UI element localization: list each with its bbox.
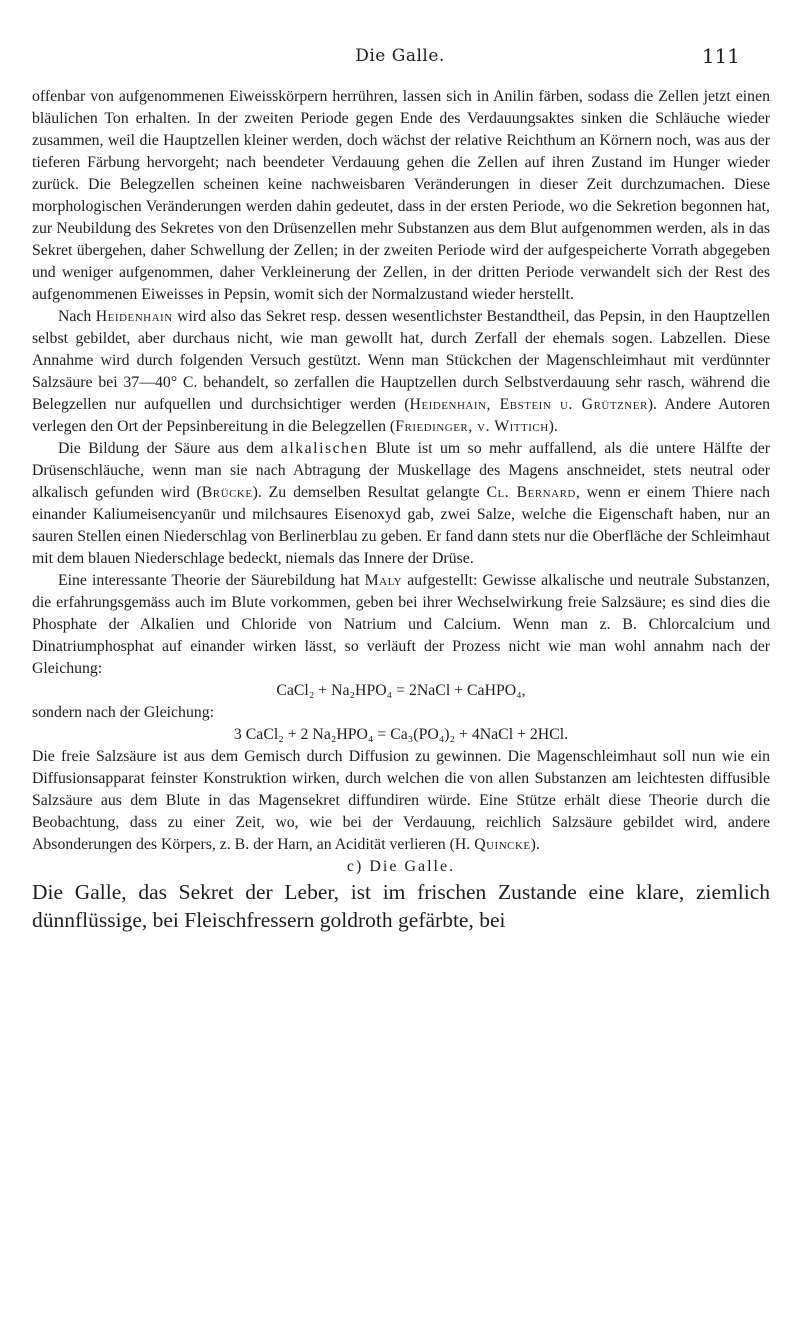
running-title: Die Galle. bbox=[355, 46, 445, 66]
body-text bbox=[32, 86, 770, 934]
author-name: Heidenhain, Ebstein u. Grützner bbox=[409, 396, 648, 413]
equation-1: CaCl₂ + Na₂HPO₄ = 2NaCl + CaHPO₄, bbox=[276, 682, 526, 699]
paragraph-2 bbox=[32, 306, 770, 438]
emphasized-word: alkalischen bbox=[280, 440, 369, 457]
text-run: ). bbox=[548, 418, 558, 435]
text-run: Die freie Salzsäure ist aus dem Gemisch durch Diffusion zu gewinnen. Die Magenschleimhaut soll nun wie ein Diffusionsapparat feinster Konstruktion wirken, durch welchen die von allen Substanzen am leichtesten diffusible Salzsäure aus dem Blute in das Magensekret diffundiren würde. Eine Stütze erhält diese Theorie durch die Beobachtung, dass zu einer Zeit, wo, wie bei der Verdauung, reichlich Salzsäure gebildet wird, andere Absonderungen des Körpers, z. B. der Harn, an Acidität verlieren (H. bbox=[32, 748, 770, 853]
paragraph-6 bbox=[32, 746, 770, 856]
paragraph-4 bbox=[32, 570, 770, 680]
page-number: 111 bbox=[701, 44, 740, 68]
author-name: Quincke bbox=[474, 836, 531, 853]
author-name: Brücke bbox=[201, 484, 253, 501]
paragraph-3 bbox=[32, 438, 770, 570]
text-run: Die Bildung der Säure aus dem bbox=[58, 440, 281, 457]
running-head bbox=[30, 44, 770, 74]
author-name: Friedinger, v. Wittich bbox=[395, 418, 549, 435]
text-run: Blute ist um so mehr auffallend, als die untere Hälfte der Drüsenschläuche, wenn man sie nach Abtragung der Muskellage des Magens anschneidet, stets neutral oder alkalisch gefunden wird ( bbox=[32, 440, 770, 501]
paragraph-5: sondern nach der Gleichung: bbox=[32, 704, 215, 721]
text-run: aufgestellt: Gewisse alkalische und neutrale Substanzen, die erfahrungsgemäss auch im Blute vorkommen, geben bei ihrer Wechselwirkung freie Salzsäure; es sind dies die Phosphate der Alkalien und Chloride von Natrium und Calcium. Wenn man z. B. Chlorcalcium und Dinatriumphosphat auf einander wirken lässt, so verläuft der Prozess nicht wie man wohl annahm nach der Gleichung: bbox=[32, 572, 770, 677]
text-run: ). Zu demselben Resultat gelangte bbox=[252, 484, 487, 501]
text-run: Eine interessante Theorie der Säurebildung hat bbox=[58, 572, 365, 589]
author-name: Cl. Bernard bbox=[486, 484, 576, 501]
text-run: ). Andere Autoren verlegen den Ort der Pepsinbereitung in die Belegzellen ( bbox=[32, 396, 770, 435]
equation-2: 3 CaCl₂ + 2 Na₂HPO₄ = Ca₃(PO₄)₂ + 4NaCl + 2HCl. bbox=[233, 726, 569, 743]
text-run: , wenn er einem Thiere nach einander Kaliumeisencyanür und milchsaures Eisenoxyd gab, zwei Salze, welche die Eigenschaft haben, nur an sauren Stellen einen Niederschlag von Berlinerblau zu geben. Er fand dann stets nur die Oberfläche der Schleimhaut mit dem blauen Niederschlage bedeckt, niemals das Innere der Drüse. bbox=[32, 484, 770, 567]
section-heading: c) Die Galle. bbox=[346, 858, 456, 875]
text-run: wird also das Sekret resp. dessen wesentlichster Bestandtheil, das Pepsin, in den Hauptzellen selbst gebildet, aber durchaus nicht, wie man gewollt hat, durch Zerfall der ehemals sogen. Labzellen. Diese Annahme wird durch folgenden Versuch gestützt. Wenn man Stückchen der Magenschleimhaut mit verdünnter Salzsäure bei 37—40° C. behandelt, so zerfallen die Hauptzellen durch Selbstverdauung sehr rasch, während die Belegzellen nur aufquellen und durchsichtiger werden ( bbox=[32, 308, 770, 413]
text-run: Nach bbox=[58, 308, 96, 325]
paragraph-1: offenbar von aufgenommenen Eiweisskörpern herrühren, lassen sich in Anilin färben, sodass die Zellen jetzt einen bläulichen Ton erhalten. In der zweiten Periode gegen Ende des Verdauungsaktes sinken die Schläuche wieder zusammen, weil die Hauptzellen kleiner werden, doch wächst der relative Reichthum an Körnern noch, was aus der tieferen Färbung hervorgeht; nach beendeter Verdauung gehen die Zellen auf ihren Zustand im Hunger wieder zurück. Die Belegzellen scheinen keine nachweisbaren Veränderungen in dieser Zeit durchzumachen. Diese morphologischen Veränderungen werden dahin gedeutet, dass in der ersten Periode, wo die Sekretion begonnen hat, zur Neubildung des Sekretes von den Drüsenzellen mehr Substanzen aus dem Blut aufgenommen werden, als in das Sekret übergehen, daher Schwellung der Zellen; in der zweiten Periode wird der aufgespeicherte Vorrath abgegeben und weniger aufgenommen, daher Verkleinerung der Zellen, in der dritten Periode verwandelt sich der Rest des aufgenommenen Eiweisses in Pepsin, womit sich der Normalzustand wieder herstellt. bbox=[32, 88, 770, 303]
text-run: ). bbox=[530, 836, 540, 853]
author-name: Heidenhain bbox=[95, 308, 173, 325]
author-name: Maly bbox=[364, 572, 403, 589]
lead-paragraph: Die Galle, das Sekret der Leber, ist im frischen Zustande eine klare, ziemlich dünnflüssige, bei Fleischfressern goldroth gefärbte, bei bbox=[32, 880, 770, 932]
